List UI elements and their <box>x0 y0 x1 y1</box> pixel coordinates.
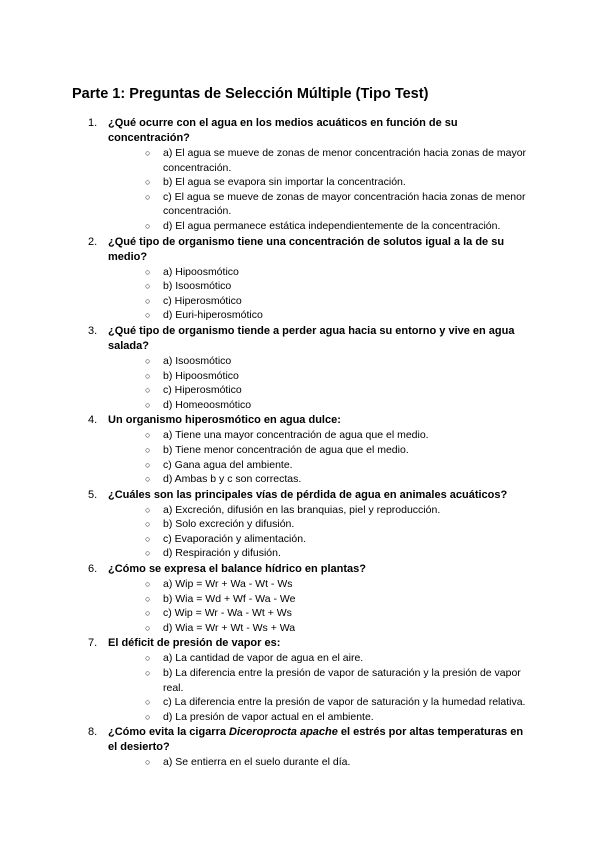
question-number: 6. <box>88 563 98 576</box>
option-text: d) Respiración y difusión. <box>163 547 281 560</box>
circle-bullet-icon: ○ <box>145 668 151 679</box>
option-text: b) Tiene menor concentración de agua que el medio. <box>163 443 409 456</box>
answer-option <box>145 546 530 561</box>
circle-bullet-icon: ○ <box>145 385 151 396</box>
question-text: Un organismo hiperosmótico en agua dulce: <box>108 414 341 427</box>
question-number: 8. <box>88 726 98 739</box>
circle-bullet-icon: ○ <box>145 459 151 470</box>
circle-bullet-icon: ○ <box>145 148 151 158</box>
circle-bullet-icon: ○ <box>145 281 151 292</box>
circle-bullet-icon: ○ <box>145 608 151 619</box>
answer-option <box>145 577 530 592</box>
question-item <box>72 235 530 323</box>
question-text: ¿Cómo se expresa el balance hídrico en plantas? <box>108 563 366 576</box>
option-text: a) Hipoosmótico <box>163 265 239 278</box>
option-list <box>108 265 530 323</box>
option-text: c) Evaporación y alimentación. <box>163 532 306 545</box>
option-text: d) La presión de vapor actual en el ambiente. <box>163 710 374 723</box>
circle-bullet-icon: ○ <box>145 177 151 188</box>
answer-option <box>145 443 530 458</box>
species-name: Diceroprocta apache <box>229 726 338 739</box>
answer-option <box>145 503 530 518</box>
answer-option <box>145 428 530 443</box>
question-text: ¿Qué tipo de organismo tiende a perder agua hacia su entorno y vive en agua salada? <box>108 324 515 352</box>
circle-bullet-icon: ○ <box>145 355 151 366</box>
option-text: d) Wia = Wr + Wt - Ws + Wa <box>163 621 296 634</box>
section-title: Parte 1: Preguntas de Selección Múltiple (Tipo Test) <box>72 86 429 102</box>
answer-option <box>145 458 530 473</box>
option-text: c) Hiperosmótico <box>163 294 242 307</box>
question-item <box>72 116 530 234</box>
answer-option <box>145 710 530 725</box>
option-text: c) Wip = Wr - Wa - Wt + Ws <box>163 607 292 620</box>
circle-bullet-icon: ○ <box>145 504 151 515</box>
option-text: a) Wip = Wr + Wa - Wt - Ws <box>163 578 293 591</box>
answer-option <box>145 383 530 398</box>
question-text-part: el estrés por altas temperaturas en el desierto? <box>108 726 524 754</box>
answer-option <box>145 146 530 175</box>
option-list <box>108 755 530 770</box>
option-text: a) Se entierra en el suelo durante el día. <box>163 756 351 769</box>
question-text: ¿Cuáles son las principales vías de pérdida de agua en animales acuáticos? <box>108 488 508 501</box>
answer-option <box>145 369 530 384</box>
option-text: b) La diferencia entre la presión de vapor de saturación y la presión de vapor real. <box>163 667 521 694</box>
circle-bullet-icon: ○ <box>145 757 151 768</box>
option-text: c) Gana agua del ambiente. <box>163 458 293 471</box>
option-list <box>108 577 530 635</box>
circle-bullet-icon: ○ <box>145 266 151 277</box>
option-text: a) Isoosmótico <box>163 354 232 367</box>
question-number: 5. <box>88 488 98 501</box>
answer-option <box>145 592 530 607</box>
option-list <box>108 503 530 561</box>
circle-bullet-icon: ○ <box>145 579 151 590</box>
question-item <box>72 636 530 724</box>
circle-bullet-icon: ○ <box>145 622 151 633</box>
question-item <box>72 488 530 561</box>
option-text: c) La diferencia entre la presión de vapor de saturación y la humedad relativa. <box>163 696 526 709</box>
question-number: 1. <box>88 117 98 129</box>
circle-bullet-icon: ○ <box>145 593 151 604</box>
option-list <box>108 428 530 486</box>
option-text: d) Euri-hiperosmótico <box>163 309 263 322</box>
circle-bullet-icon: ○ <box>145 474 151 485</box>
option-text: a) Excreción, difusión en las branquias, piel y reproducción. <box>163 503 441 516</box>
answer-option <box>145 308 530 323</box>
option-text: b) Hipoosmótico <box>163 369 239 382</box>
option-text: b) Isoosmótico <box>163 280 232 293</box>
option-list <box>108 146 530 234</box>
question-item <box>72 562 530 635</box>
question-number: 7. <box>88 637 98 650</box>
question-number: 2. <box>88 235 98 248</box>
question-item <box>72 725 530 770</box>
answer-option <box>145 354 530 369</box>
option-text: d) Homeoosmótico <box>163 398 252 411</box>
option-text: d) Ambas b y c son correctas. <box>163 473 302 486</box>
circle-bullet-icon: ○ <box>145 220 151 231</box>
option-text: a) El agua se mueve de zonas de menor concentración hacia zonas de mayor concentración. <box>163 147 527 174</box>
circle-bullet-icon: ○ <box>145 370 151 381</box>
question-item <box>72 413 530 486</box>
circle-bullet-icon: ○ <box>145 430 151 441</box>
answer-option <box>145 666 530 695</box>
option-list <box>108 651 530 724</box>
question-text-part: ¿Cómo evita la cigarra <box>108 726 230 739</box>
answer-option <box>145 755 530 770</box>
question-list <box>72 116 530 770</box>
answer-option <box>145 532 530 547</box>
option-list <box>108 354 530 412</box>
circle-bullet-icon: ○ <box>145 697 151 708</box>
circle-bullet-icon: ○ <box>145 548 151 559</box>
circle-bullet-icon: ○ <box>145 519 151 530</box>
question-text: El déficit de presión de vapor es: <box>108 637 281 650</box>
answer-option <box>145 517 530 532</box>
option-text: c) El agua se mueve de zonas de mayor concentración hacia zonas de menor concentración. <box>163 190 526 218</box>
question-item <box>72 324 530 412</box>
circle-bullet-icon: ○ <box>145 653 151 664</box>
answer-option <box>145 398 530 413</box>
answer-option <box>145 651 530 666</box>
option-text: b) Wia = Wd + Wf - Wa - We <box>163 592 296 605</box>
option-text: a) Tiene una mayor concentración de agua que el medio. <box>163 429 429 442</box>
option-text: c) Hiperosmótico <box>163 384 242 397</box>
option-text: d) El agua permanece estática independientemente de la concentración. <box>163 219 501 232</box>
answer-option <box>145 175 530 190</box>
circle-bullet-icon: ○ <box>145 711 151 722</box>
option-text: a) La cantidad de vapor de agua en el aire. <box>163 652 364 665</box>
circle-bullet-icon: ○ <box>145 295 151 306</box>
circle-bullet-icon: ○ <box>145 533 151 544</box>
answer-option <box>145 472 530 487</box>
answer-option <box>145 695 530 710</box>
question-text: ¿Qué ocurre con el agua en los medios acuáticos en función de su concentración? <box>108 117 458 144</box>
answer-option <box>145 265 530 280</box>
question-text: ¿Qué tipo de organismo tiene una concentración de solutos igual a la de su medio? <box>108 235 505 263</box>
answer-option <box>145 219 530 234</box>
answer-option <box>145 621 530 636</box>
circle-bullet-icon: ○ <box>145 444 151 455</box>
circle-bullet-icon: ○ <box>145 191 151 202</box>
answer-option <box>145 606 530 621</box>
option-text: b) Solo excreción y difusión. <box>163 518 295 531</box>
answer-option <box>145 190 530 219</box>
circle-bullet-icon: ○ <box>145 399 151 410</box>
answer-option <box>145 279 530 294</box>
question-number: 3. <box>88 324 98 337</box>
question-text <box>108 725 530 755</box>
circle-bullet-icon: ○ <box>145 310 151 321</box>
option-text: b) El agua se evapora sin importar la concentración. <box>163 176 406 189</box>
question-number: 4. <box>88 414 98 427</box>
answer-option <box>145 294 530 309</box>
